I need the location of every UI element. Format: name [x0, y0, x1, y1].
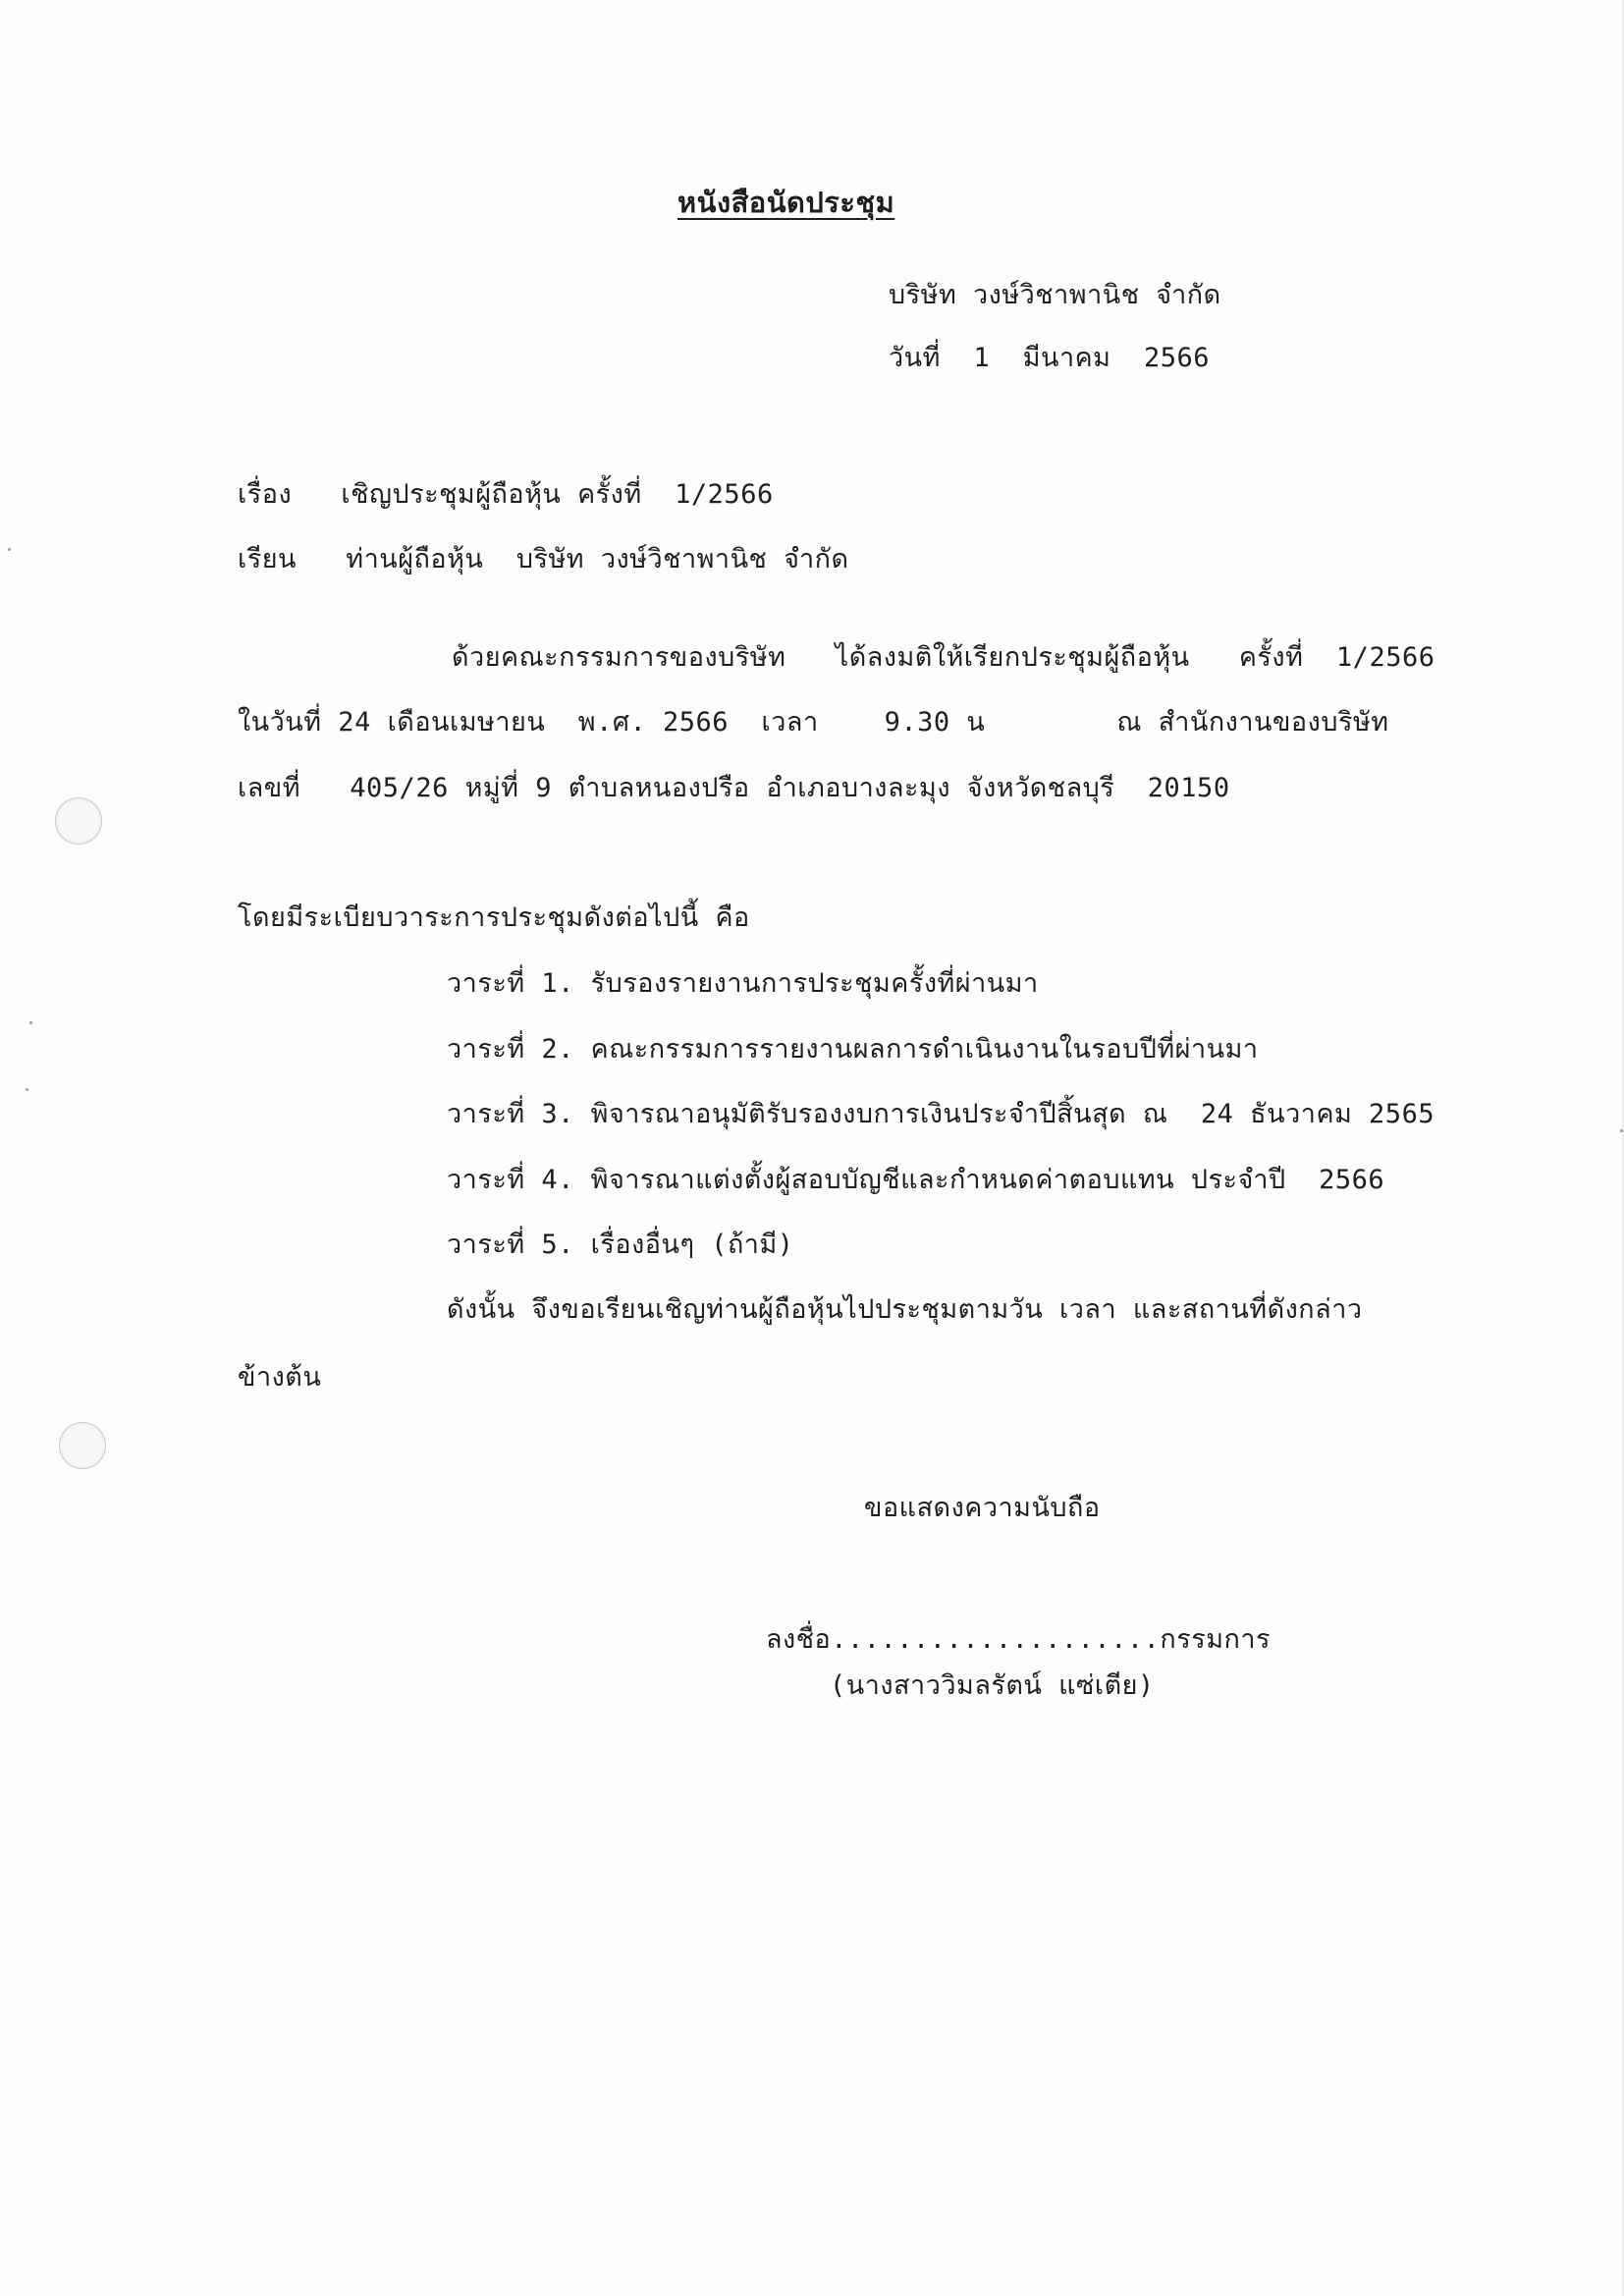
- agenda-item-5: วาระที่ 5. เรื่องอื่นๆ (ถ้ามี): [447, 1230, 794, 1260]
- scan-speck: [1620, 1129, 1623, 1132]
- document-title: หนังสือนัดประชุม: [677, 186, 895, 219]
- body-paragraph-line-2: ในวันที่ 24 เดือนเมษายน พ.ศ. 2566 เวลา 9.30 น ณ สำนักงานของบริษัท: [238, 707, 1389, 738]
- document-date: วันที่ 1 มีนาคม 2566: [889, 343, 1211, 373]
- recipient-line: เรียน ท่านผู้ถือหุ้น บริษัท วงษ์วิชาพานิช จำกัด: [238, 544, 849, 574]
- scan-speck: [8, 548, 11, 551]
- subject-line: เรื่อง เชิญประชุมผู้ถือหุ้น ครั้งที่ 1/2566: [238, 479, 774, 510]
- punch-hole-top: [55, 797, 102, 845]
- signer-name: (นางสาววิมลรัตน์ แซ่เตีย): [830, 1670, 1155, 1701]
- closing-line-2: ข้างต้น: [238, 1362, 322, 1393]
- punch-hole-bottom: [59, 1422, 106, 1469]
- agenda-item-3: วาระที่ 3. พิจารณาอนุมัติรับรองงบการเงินประจำปีสิ้นสุด ณ 24 ธันวาคม 2565: [447, 1099, 1435, 1129]
- scan-speck: [26, 1088, 28, 1091]
- company-name: บริษัท วงษ์วิชาพานิช จำกัด: [889, 280, 1221, 310]
- regards-line: ขอแสดงความนับถือ: [864, 1493, 1101, 1523]
- closing-line-1: ดังนั้น จึงขอเรียนเชิญท่านผู้ถือหุ้นไปประชุมตามวัน เวลา และสถานที่ดังกล่าว: [447, 1294, 1363, 1325]
- body-paragraph-line-3: เลขที่ 405/26 หมู่ที่ 9 ตำบลหนองปรือ อำเภอบางละมุง จังหวัดชลบุรี 20150: [238, 773, 1230, 803]
- agenda-item-1: วาระที่ 1. รับรองรายงานการประชุมครั้งที่ผ่านมา: [447, 968, 1039, 999]
- body-paragraph-line-1: ด้วยคณะกรรมการของบริษัท ได้ลงมติให้เรียกประชุมผู้ถือหุ้น ครั้งที่ 1/2566: [452, 642, 1435, 673]
- signature-line: ลงชื่อ....................กรรมการ: [766, 1624, 1272, 1655]
- agenda-intro: โดยมีระเบียบวาระการประชุมดังต่อไปนี้ คือ: [238, 902, 750, 933]
- scan-speck: [29, 1021, 32, 1024]
- agenda-item-4: วาระที่ 4. พิจารณาแต่งตั้งผู้สอบบัญชีและกำหนดค่าตอบแทน ประจำปี 2566: [447, 1165, 1385, 1195]
- agenda-item-2: วาระที่ 2. คณะกรรมการรายงานผลการดำเนินงานในรอบปีที่ผ่านมา: [447, 1034, 1259, 1065]
